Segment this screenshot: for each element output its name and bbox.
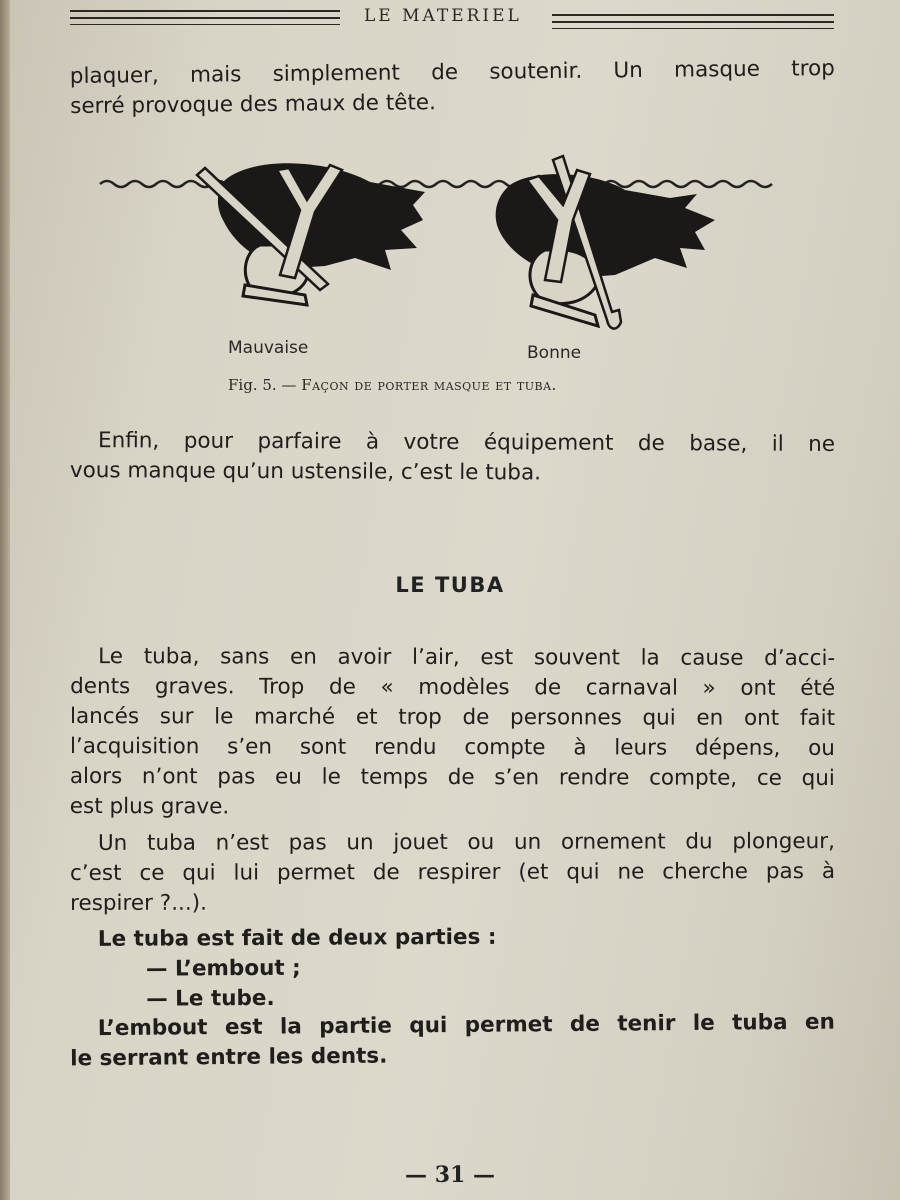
section-title: LE TUBA: [395, 573, 505, 597]
figure-mask-snorkel-illustration: [95, 150, 795, 340]
text-line: le serrant entre les dents.: [70, 1043, 388, 1072]
text-line: Enfin, pour parfaire à votre équipement de base, il ne: [98, 428, 836, 458]
paragraph-mask-fit: [70, 54, 836, 122]
text-line: L’embout est la partie qui permet de tenir le tuba en: [97, 1009, 835, 1042]
figure-caption-prefix: Fig. 5. —: [228, 376, 302, 394]
figure-label-good: Bonne: [527, 343, 582, 363]
list-tuba-parts: [70, 921, 835, 1015]
figure-caption: [228, 376, 688, 394]
text-line: plaquer, mais simplement de soutenir. Un masque trop: [69, 55, 835, 90]
figure-label-bad: Mauvaise: [228, 338, 309, 358]
text-line: respirer ?...).: [70, 890, 207, 917]
text-line: Un tuba n’est pas un jouet ou un ornement du plongeur,: [97, 828, 835, 856]
text-line: Le tuba, sans en avoir l’air, est souvent la cause d’acci-: [98, 644, 836, 672]
page-number: — 31 —: [405, 1162, 495, 1188]
list-item: — Le tube.: [146, 985, 275, 1012]
text-line: serré provoque des maux de tête.: [70, 90, 437, 120]
diver-bad-position: [197, 163, 425, 305]
header-rule-right-bottom: [552, 28, 834, 29]
text-line: lancés sur le marché et trop de personnes qui en ont fait: [70, 703, 836, 732]
header-rule-right-top: [552, 14, 834, 16]
water-surface-line: [100, 181, 772, 187]
text-line: est plus grave.: [69, 793, 230, 820]
book-spine-shadow: [0, 0, 10, 1200]
header-rule-left-mid: [70, 17, 340, 19]
text-line: alors n’ont pas eu le temps de s’en rendre compte, ce qui: [69, 763, 835, 792]
header-rule-left-bottom: [70, 24, 340, 25]
diver-good-position: [496, 156, 715, 329]
figure-caption-title: Façon de porter masque et tuba.: [301, 376, 557, 394]
text-line: l’acquisition s’en sont rendu compte à leurs dépens, ou: [69, 733, 835, 762]
header-rule-left-top: [70, 10, 340, 12]
paragraph-tuba-purpose: [70, 827, 835, 919]
list-item: — L’embout ;: [145, 955, 301, 982]
running-header: [0, 0, 900, 40]
paragraph-tuba-accidents: [70, 642, 835, 824]
text-line: vous manque qu’un ustensile, c’est le tuba.: [69, 457, 542, 486]
text-line: dents graves. Trop de « modèles de carnaval » ont été: [70, 673, 836, 702]
paragraph-mouthpiece: [70, 1008, 835, 1075]
list-intro: Le tuba est fait de deux parties :: [97, 924, 497, 952]
header-rule-right-mid: [552, 21, 834, 23]
paragraph-equipment: [70, 426, 835, 490]
text-line: c’est ce qui lui permet de respirer (et qui ne cherche pas à: [69, 858, 836, 887]
header-title: LE MATERIEL: [364, 6, 522, 26]
